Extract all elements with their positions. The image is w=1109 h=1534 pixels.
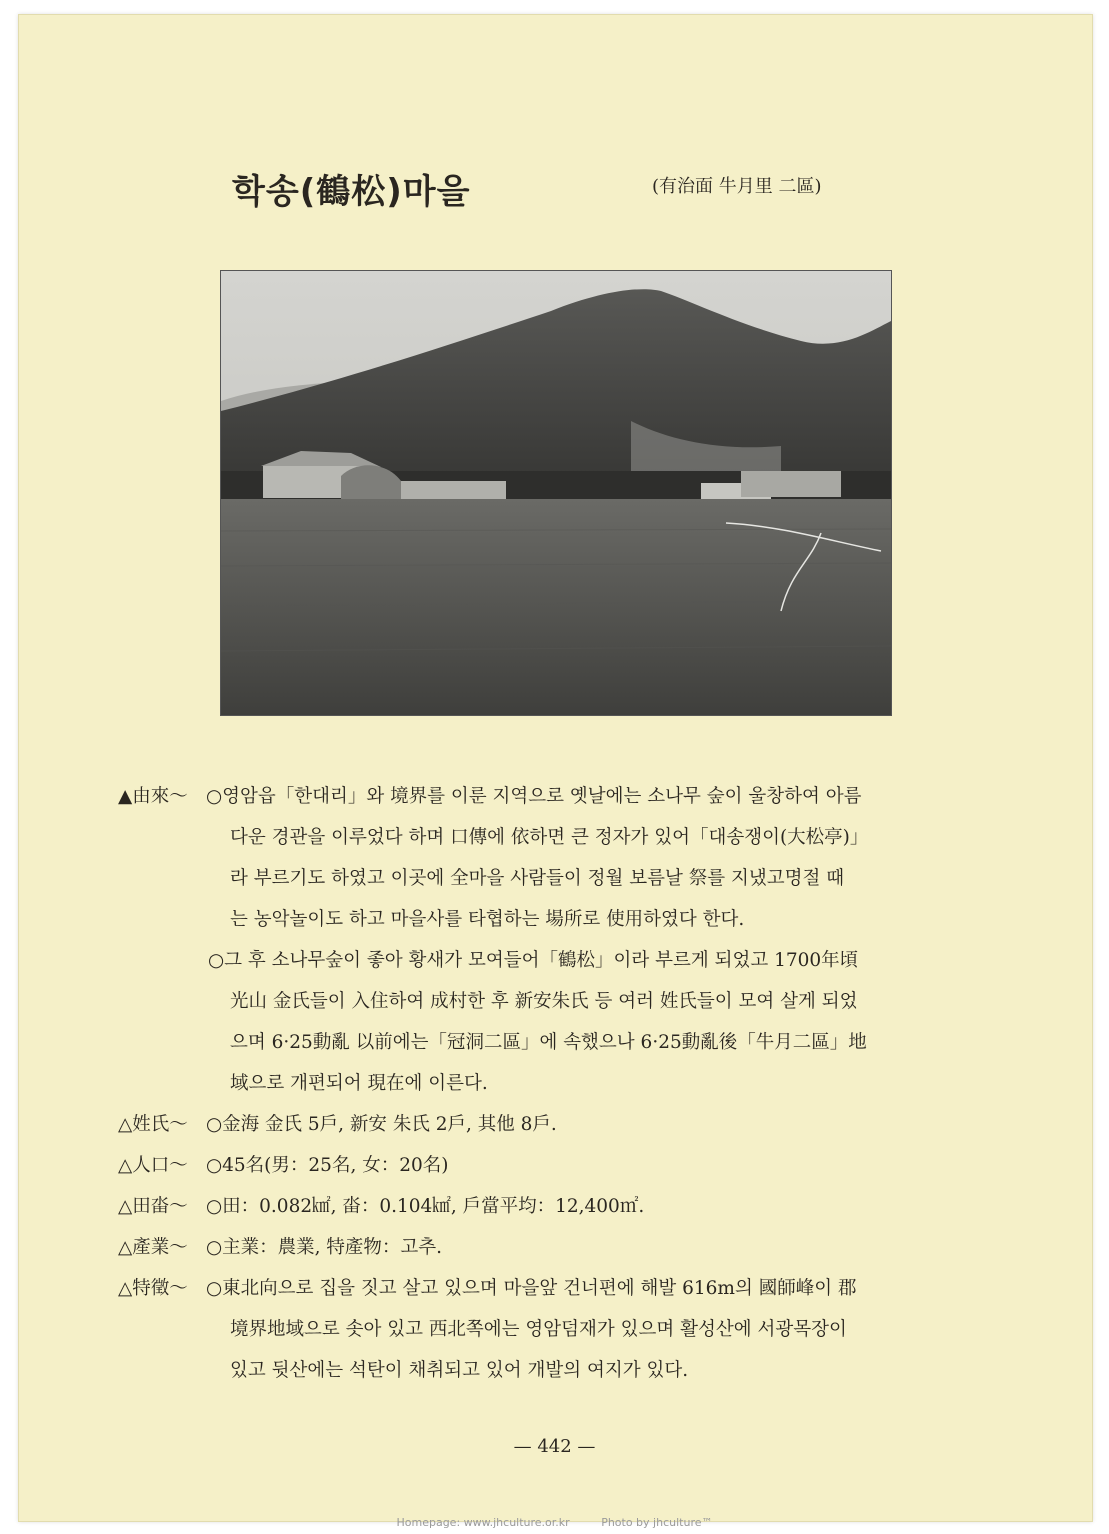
farmland-row xyxy=(118,1186,1028,1227)
origin-row-8 xyxy=(118,1063,1028,1104)
population-label: △人口～ xyxy=(118,1155,188,1176)
surnames-row xyxy=(118,1104,1028,1145)
origin-row-4 xyxy=(118,899,1028,940)
origin-line: 다운 경관을 이루었다 하며 口傳에 依하면 큰 정자가 있어「대송쟁이(大松亭)」 xyxy=(230,827,869,848)
features-line: 境界地域으로 솟아 있고 西北쪽에는 영암덤재가 있으며 활성산에 서광목장이 xyxy=(230,1319,847,1340)
origin-label: ▲由來～ xyxy=(118,786,188,807)
origin-row-1 xyxy=(118,776,1028,817)
origin-line: 域으로 개편되어 現在에 이른다. xyxy=(230,1073,488,1094)
footer-photo-credit: Photo by jhculture™ xyxy=(601,1516,713,1529)
origin-line: ○그 후 소나무숲이 좋아 황새가 모여들어「鶴松」이라 부르게 되었고 1700年頃 xyxy=(208,950,859,971)
origin-line: 라 부르기도 하였고 이곳에 全마을 사람들이 정월 보름날 祭를 지냈고명절 때 xyxy=(230,868,845,889)
village-photo xyxy=(220,270,892,716)
page-number: — 442 — xyxy=(513,1436,596,1457)
population-text: ○45名(男：25名, 女：20名) xyxy=(206,1155,449,1176)
industry-text: ○主業：農業, 特產物：고추. xyxy=(206,1237,443,1258)
features-label: △特徵～ xyxy=(118,1278,188,1299)
origin-line: 으며 6·25動亂 以前에는「冠洞二區」에 속했으나 6·25動亂後「牛月二區」地 xyxy=(230,1032,867,1053)
origin-row-2 xyxy=(118,817,1028,858)
population-row xyxy=(118,1145,1028,1186)
surnames-text: ○金海 金氏 5戶, 新安 朱氏 2戶, 其他 8戶. xyxy=(206,1114,557,1135)
footer-homepage: Homepage: www.jhculture.or.kr xyxy=(396,1516,570,1529)
farmland-label: △田畓～ xyxy=(118,1196,188,1217)
page-title: 학송(鶴松)마을 xyxy=(232,172,471,212)
industry-label: △產業～ xyxy=(118,1237,188,1258)
surnames-label: △姓氏～ xyxy=(118,1114,188,1135)
origin-line: 光山 金氏들이 入住하여 成村한 후 新安朱氏 등 여러 姓氏들이 모여 살게 되었 xyxy=(230,991,858,1012)
origin-row-6 xyxy=(118,981,1028,1022)
footer xyxy=(0,1516,1109,1529)
origin-line: 는 농악놀이도 하고 마을사를 타협하는 場所로 使用하였다 한다. xyxy=(230,909,745,930)
features-row-1 xyxy=(118,1268,1028,1309)
origin-row-3 xyxy=(118,858,1028,899)
origin-row-5 xyxy=(118,940,1028,981)
features-row-2 xyxy=(118,1309,1028,1350)
industry-row xyxy=(118,1227,1028,1268)
features-row-3 xyxy=(118,1350,1028,1391)
origin-row-7 xyxy=(118,1022,1028,1063)
description-body xyxy=(118,776,1028,1391)
location-subtitle: (有治面 牛月里 二區) xyxy=(652,176,822,197)
features-line: ○東北向으로 집을 짓고 살고 있으며 마을앞 건너편에 해발 616m의 國師峰이 郡 xyxy=(206,1278,857,1299)
features-line: 있고 뒷산에는 석탄이 채취되고 있어 개발의 여지가 있다. xyxy=(230,1360,689,1381)
origin-line: ○영암읍「한대리」와 境界를 이룬 지역으로 옛날에는 소나무 숲이 울창하여 아름 xyxy=(206,786,862,807)
farmland-text: ○田：0.082㎢, 畓：0.104㎢, 戶當平均：12,400㎡. xyxy=(206,1196,645,1217)
